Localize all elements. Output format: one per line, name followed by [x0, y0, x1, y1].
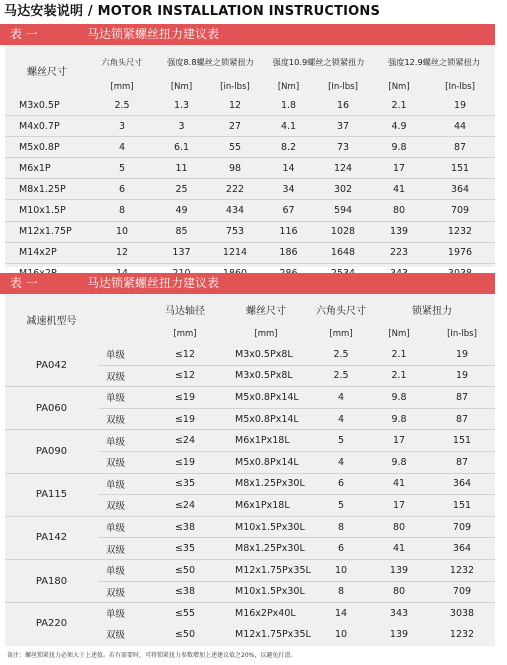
- model-cell: PA115: [5, 473, 98, 516]
- header-grade-10-9: 强度10.9螺丝之锁紧扭力: [272, 56, 365, 67]
- stage-cell: 双级: [106, 630, 126, 642]
- stage-cell: 双级: [98, 365, 151, 387]
- value-cell: 41: [369, 473, 429, 495]
- model-cell: PA220: [35, 618, 68, 630]
- value-cell: 5: [313, 430, 369, 452]
- value-cell: 49: [157, 200, 206, 221]
- value-cell: 186: [264, 242, 313, 263]
- value-cell: ≤50: [174, 628, 196, 640]
- model-cell: PA180: [5, 559, 98, 602]
- table2-header-row: [5, 294, 495, 324]
- unit-cell: [Nm]: [388, 329, 410, 339]
- value-cell: M8x1.25Px30L: [219, 473, 313, 495]
- value-cell: 343: [389, 607, 409, 619]
- table-row: [5, 137, 495, 158]
- stage-cell: 单级: [98, 559, 151, 581]
- value-cell: 4.9: [373, 116, 425, 137]
- model-cell: PA042: [5, 344, 98, 387]
- stage-cell: 单级: [98, 344, 151, 365]
- value-cell: 6: [87, 179, 157, 200]
- value-cell: 1.8: [264, 95, 313, 116]
- value-cell: 151: [429, 495, 495, 517]
- value-cell: 3: [87, 116, 157, 137]
- table1-body: [5, 95, 495, 284]
- screw-size-cell: M12x1.75P: [5, 221, 87, 242]
- value-cell: 41: [373, 179, 425, 200]
- value-cell: ≤19: [151, 451, 219, 473]
- stage-cell: 单级: [106, 609, 126, 621]
- table-row: [5, 559, 495, 581]
- value-cell: 80: [369, 516, 429, 538]
- value-cell: 80: [369, 581, 429, 603]
- unit-cell: [In-lbs]: [447, 329, 477, 339]
- value-cell: 37: [313, 116, 373, 137]
- value-cell: 17: [369, 430, 429, 452]
- value-cell: 19: [425, 95, 495, 116]
- torque-table-1: [5, 45, 495, 284]
- stage-cell: 双级: [98, 451, 151, 473]
- value-cell: 55: [206, 137, 264, 158]
- stage-cell: 单级: [98, 473, 151, 495]
- stage-cell: 双级: [98, 581, 151, 603]
- table-row: [5, 221, 495, 242]
- value-cell: 434: [206, 200, 264, 221]
- value-cell: ≤19: [151, 408, 219, 430]
- value-cell: 1232: [425, 221, 495, 242]
- value-cell: ≤12: [151, 344, 219, 365]
- section1-table-number: 表 一: [10, 27, 38, 41]
- unit-cell: [mm]: [329, 329, 353, 339]
- value-cell: 2.1: [369, 365, 429, 387]
- table-row: [5, 344, 495, 365]
- value-cell: M6x1Px18L: [219, 430, 313, 452]
- value-cell: M16x2Px40L: [235, 607, 296, 619]
- section1-banner: [0, 24, 495, 45]
- value-cell: M5x0.8Px14L: [219, 451, 313, 473]
- table-row: [5, 200, 495, 221]
- value-cell: ≤19: [151, 387, 219, 409]
- value-cell: 12: [87, 242, 157, 263]
- value-cell: 2.1: [369, 344, 429, 365]
- table-row: [5, 158, 495, 179]
- section2-banner: [0, 273, 495, 294]
- page-title: 马达安装说明 / MOTOR INSTALLATION INSTRUCTIONS: [4, 4, 381, 19]
- table-row: [5, 179, 495, 200]
- unit-cell: [mm]: [110, 82, 134, 92]
- table-row: [5, 603, 495, 624]
- value-cell: 4.1: [264, 116, 313, 137]
- value-cell: 17: [369, 495, 429, 517]
- value-cell: 151: [429, 430, 495, 452]
- header-model: 减速机型号: [26, 315, 77, 327]
- value-cell: 41: [369, 538, 429, 560]
- torque-table-1-panel: [5, 45, 495, 267]
- header-hex-size: 六角头尺寸: [101, 56, 143, 67]
- value-cell: 8: [313, 581, 369, 603]
- value-cell: 1214: [206, 242, 264, 263]
- value-cell: 9.8: [369, 408, 429, 430]
- screw-size-cell: M10x1.5P: [5, 200, 87, 221]
- value-cell: ≤38: [151, 581, 219, 603]
- unit-cell: [Nm]: [388, 82, 410, 92]
- value-cell: 6.1: [157, 137, 206, 158]
- table1-header-row: [5, 45, 495, 79]
- value-cell: M12x1.75Px35L: [219, 559, 313, 581]
- value-cell: 87: [429, 387, 495, 409]
- value-cell: 1.3: [157, 95, 206, 116]
- header-torque: 锁紧扭力: [412, 305, 452, 317]
- value-cell: 3: [157, 116, 206, 137]
- unit-cell: [Nm]: [277, 82, 300, 92]
- value-cell: 80: [373, 200, 425, 221]
- value-cell: 151: [425, 158, 495, 179]
- value-cell: 9.8: [369, 451, 429, 473]
- value-cell: 709: [429, 516, 495, 538]
- value-cell: ≤50: [151, 559, 219, 581]
- value-cell: 4: [313, 451, 369, 473]
- value-cell: 594: [313, 200, 373, 221]
- value-cell: 2.5: [313, 365, 369, 387]
- value-cell: M3x0.5Px8L: [219, 365, 313, 387]
- value-cell: 2.5: [87, 95, 157, 116]
- value-cell: 10: [87, 221, 157, 242]
- footnote: 备注：螺丝锁紧扭力必须大于上述值。若有需要时，可将锁紧扭力参数增加上述建议值之20%，以避免打滑。: [7, 652, 297, 659]
- table-row: [5, 95, 495, 116]
- torque-table-2: [5, 294, 495, 644]
- model-cell: PA090: [5, 430, 98, 473]
- screw-size-cell: M3x0.5P: [5, 95, 87, 116]
- value-cell: 1232: [429, 559, 495, 581]
- value-cell: 19: [429, 365, 495, 387]
- value-cell: 85: [157, 221, 206, 242]
- value-cell: 4: [313, 408, 369, 430]
- screw-size-cell: M8x1.25P: [5, 179, 87, 200]
- unit-cell: [In-lbs]: [328, 82, 358, 92]
- value-cell: 1232: [449, 628, 475, 640]
- value-cell: ≤12: [151, 365, 219, 387]
- value-cell: 2.5: [313, 344, 369, 365]
- stage-cell: 单级: [98, 387, 151, 409]
- value-cell: 9.8: [369, 387, 429, 409]
- value-cell: 19: [429, 344, 495, 365]
- unit-cell: [mm]: [254, 329, 278, 339]
- value-cell: M10x1.5Px30L: [219, 581, 313, 603]
- value-cell: 11: [157, 158, 206, 179]
- screw-size-cell: M14x2P: [5, 242, 87, 263]
- screw-size-cell: M4x0.7P: [5, 116, 87, 137]
- value-cell: M6x1Px18L: [219, 495, 313, 517]
- section1-table-name: 马达锁紧螺丝扭力建议表: [87, 27, 220, 41]
- value-cell: 8: [87, 200, 157, 221]
- value-cell: 139: [373, 221, 425, 242]
- unit-cell: [Nm]: [170, 82, 193, 92]
- value-cell: 5: [87, 158, 157, 179]
- value-cell: 1028: [313, 221, 373, 242]
- stage-cell: 单级: [98, 430, 151, 452]
- header-shaft: 马达轴径: [165, 305, 205, 317]
- stage-cell: 双级: [98, 495, 151, 517]
- unit-cell: [In-lbs]: [445, 82, 475, 92]
- value-cell: 364: [425, 179, 495, 200]
- value-cell: M3x0.5Px8L: [219, 344, 313, 365]
- value-cell: 5: [313, 495, 369, 517]
- value-cell: 8.2: [264, 137, 313, 158]
- value-cell: 6: [313, 473, 369, 495]
- value-cell: 6: [313, 538, 369, 560]
- value-cell: 753: [206, 221, 264, 242]
- value-cell: ≤24: [151, 430, 219, 452]
- table-row: [5, 387, 495, 409]
- value-cell: ≤55: [174, 607, 196, 619]
- value-cell: 14: [264, 158, 313, 179]
- value-cell: 17: [373, 158, 425, 179]
- header-screw: 螺丝尺寸: [246, 305, 286, 317]
- value-cell: 4: [313, 387, 369, 409]
- value-cell: 10: [313, 559, 369, 581]
- value-cell: 2.1: [373, 95, 425, 116]
- value-cell: 44: [425, 116, 495, 137]
- torque-table-2-panel: [5, 294, 495, 646]
- value-cell: 223: [373, 242, 425, 263]
- value-cell: 10: [334, 628, 348, 640]
- value-cell: 8: [313, 516, 369, 538]
- value-cell: 34: [264, 179, 313, 200]
- value-cell: 67: [264, 200, 313, 221]
- value-cell: M10x1.5Px30L: [219, 516, 313, 538]
- table2-body: [5, 344, 495, 644]
- stage-cell: 双级: [98, 408, 151, 430]
- section2-table-name: 马达锁紧螺丝扭力建议表: [87, 276, 220, 290]
- header-hex: 六角头尺寸: [316, 305, 366, 317]
- unit-cell: [in-lbs]: [220, 82, 250, 92]
- value-cell: 12: [206, 95, 264, 116]
- table-row: [5, 242, 495, 263]
- table-row: [5, 116, 495, 137]
- unit-cell: [mm]: [173, 329, 197, 339]
- value-cell: 1976: [425, 242, 495, 263]
- value-cell: 14: [334, 607, 348, 619]
- value-cell: 27: [206, 116, 264, 137]
- value-cell: ≤24: [151, 495, 219, 517]
- value-cell: 25: [157, 179, 206, 200]
- value-cell: 98: [206, 158, 264, 179]
- value-cell: 364: [429, 538, 495, 560]
- value-cell: 364: [429, 473, 495, 495]
- model-cell: PA142: [5, 516, 98, 559]
- header-grade-8-8: 强度8.8螺丝之锁紧扭力: [167, 56, 254, 67]
- model-cell: PA060: [5, 387, 98, 430]
- value-cell: 87: [425, 137, 495, 158]
- table-row: [5, 516, 495, 538]
- value-cell: M12x1.75Px35L: [235, 628, 311, 640]
- value-cell: 222: [206, 179, 264, 200]
- stage-cell: 单级: [98, 516, 151, 538]
- value-cell: M8x1.25Px30L: [219, 538, 313, 560]
- screw-size-cell: M6x1P: [5, 158, 87, 179]
- value-cell: 137: [157, 242, 206, 263]
- value-cell: 116: [264, 221, 313, 242]
- header-grade-12-9: 强度12.9螺丝之锁紧扭力: [388, 56, 480, 67]
- value-cell: 4: [87, 137, 157, 158]
- value-cell: 87: [429, 451, 495, 473]
- value-cell: M5x0.8Px14L: [219, 387, 313, 409]
- value-cell: M5x0.8Px14L: [219, 408, 313, 430]
- screw-size-cell: M5x0.8P: [5, 137, 87, 158]
- stage-cell: 双级: [98, 538, 151, 560]
- value-cell: 16: [313, 95, 373, 116]
- value-cell: 139: [369, 559, 429, 581]
- value-cell: ≤35: [151, 473, 219, 495]
- table-row: [5, 430, 495, 452]
- value-cell: 73: [313, 137, 373, 158]
- section2-table-number: 表 一: [10, 276, 38, 290]
- value-cell: 124: [313, 158, 373, 179]
- value-cell: 709: [429, 581, 495, 603]
- value-cell: 9.8: [373, 137, 425, 158]
- value-cell: 139: [389, 628, 409, 640]
- value-cell: 302: [313, 179, 373, 200]
- value-cell: ≤35: [151, 538, 219, 560]
- table-row: [5, 473, 495, 495]
- value-cell: 87: [429, 408, 495, 430]
- value-cell: 1648: [313, 242, 373, 263]
- value-cell: ≤38: [151, 516, 219, 538]
- header-screw-size: 螺丝尺寸: [27, 66, 67, 78]
- value-cell: 709: [425, 200, 495, 221]
- value-cell: 3038: [449, 607, 475, 619]
